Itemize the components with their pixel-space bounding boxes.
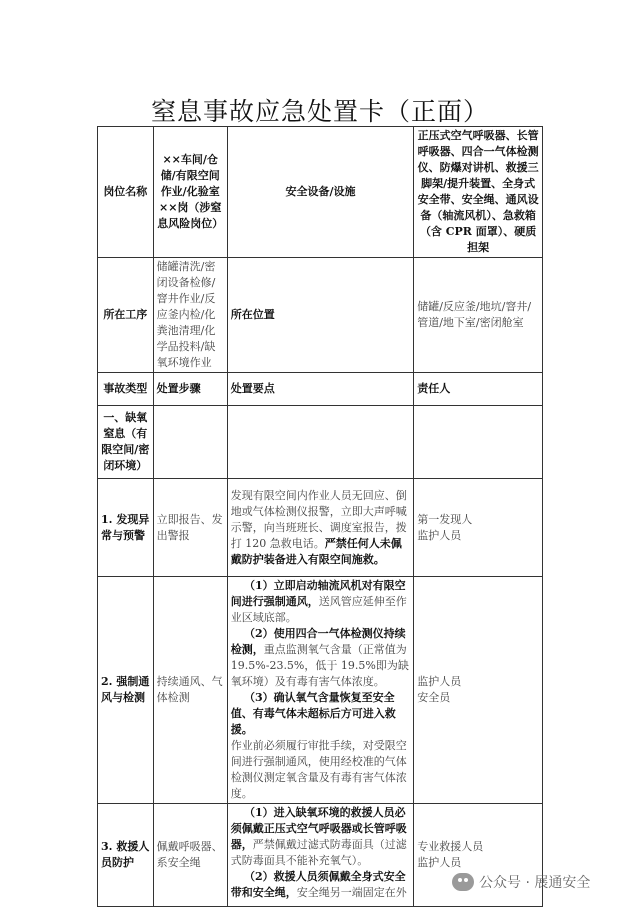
equipment-label: 安全设备/设施: [227, 127, 413, 258]
owner-line: 监护人员: [417, 528, 462, 542]
post-label: 岗位名称: [98, 127, 154, 258]
emergency-card-table: [97, 126, 543, 907]
watermark-text: 公众号 · 展通安全: [479, 875, 591, 891]
position-label: 所在位置: [227, 258, 413, 373]
point-text: 重点监测氧气含量（正常值为 19.5%-23.5%，低于 19.5%即为缺氧环境）及有毒有害气体浓度。: [230, 643, 409, 688]
point-paragraph: [231, 869, 410, 901]
point-paragraph: [231, 578, 410, 626]
step-action: 立即报告、发出警报: [153, 479, 227, 577]
wechat-icon: [452, 873, 474, 891]
step-name: 2. 强制通风与检测: [98, 577, 154, 804]
process-label: 所在工序: [98, 258, 154, 373]
owner-line: 监护人员: [417, 675, 462, 688]
header-row: [98, 373, 543, 406]
step-owner: [414, 479, 543, 577]
point-bold-text: （2）救援人员须佩戴全身式安全带和安全绳，: [230, 870, 406, 899]
point-bold-text: （1）进入缺氧环境的救援人员必须佩戴正压式空气呼吸器或长管呼吸器，: [230, 806, 407, 851]
point-text: 严禁佩戴过滤式防毒面具（过滤式防毒面具不能补充氧气）。: [230, 838, 407, 867]
point-paragraph: 作业前必须履行审批手续，对受限空间进行强制通风，使用经校准的气体检测仪测定氧含量及有毒有害气体浓度。: [230, 739, 407, 800]
owner-line: 安全员: [417, 691, 451, 704]
header-steps: 处置步骤: [153, 373, 227, 406]
category-label: 一、缺氧窒息（有限空间/密闭环境）: [98, 406, 154, 479]
owner-line: 专业救援人员: [417, 840, 484, 853]
step-key-points: [227, 577, 413, 804]
point-bold-text: （2）使用四合一气体检测仪持续检测，: [230, 627, 406, 656]
header-owner: 责任人: [414, 373, 543, 406]
owner-line: 第一发现人: [417, 512, 473, 526]
point-bold-text: 严禁任何人未佩戴防护装备进入有限空间施救。: [230, 536, 402, 566]
step-key-points: [227, 804, 413, 907]
table-row: [98, 479, 543, 577]
point-text: 送风管应延伸至作业区域底部。: [230, 595, 407, 624]
page-title: 窒息事故应急处置卡（正面）: [150, 97, 489, 126]
equipment-value: 正压式空气呼吸器、长管呼吸器、四合一气体检测仪、防爆对讲机、救援三脚架/提升装置、全身式安全带、安全绳、通风设备（轴流风机）、急救箱（含 CPR 面罩）、硬质担架: [414, 127, 543, 258]
post-value: ××车间/仓储/有限空间作业/化验室××岗（涉窒息风险岗位）: [153, 127, 227, 258]
point-paragraph: （3）确认氧气含量恢复至安全值、有毒气体未超标后方可进入救援。: [230, 691, 396, 736]
header-key-points: 处置要点: [227, 373, 413, 406]
step-action: 佩戴呼吸器、系安全绳: [153, 804, 227, 907]
watermark: [452, 869, 590, 895]
owner-line: 监护人员: [417, 856, 462, 869]
point-paragraph: [231, 805, 410, 869]
step-action: 持续通风、气体检测: [153, 577, 227, 804]
step-name: 1. 发现异常与预警: [98, 479, 154, 577]
header-accident-type: 事故类型: [98, 373, 154, 406]
point-text: 安全绳另一端固定在外: [296, 886, 407, 899]
category-row: [98, 406, 543, 479]
position-value: 储罐/反应釜/地坑/窨井/管道/地下室/密闭舱室: [414, 258, 543, 373]
step-owner: [414, 577, 543, 804]
point-bold-text: （1）立即启动轴流风机对有限空间进行强制通风，: [230, 579, 406, 608]
process-value: 储罐清洗/密闭设备检修/窨井作业/反应釜内检/化粪池清理/化学品投料/缺氧环境作业: [153, 258, 227, 373]
table-row: [98, 577, 543, 804]
post-row: [98, 127, 543, 258]
step-name: 3. 救援人员防护: [98, 804, 154, 907]
location-row: [98, 258, 543, 373]
step-key-points: [227, 479, 413, 577]
point-paragraph: [231, 626, 410, 690]
point-text: 发现有限空间内作业人员无回应、倒地或气体检测仪报警，立即大声呼喊示警，向当班班长、调度室报告，拨打 120 急救电话。: [230, 488, 407, 550]
